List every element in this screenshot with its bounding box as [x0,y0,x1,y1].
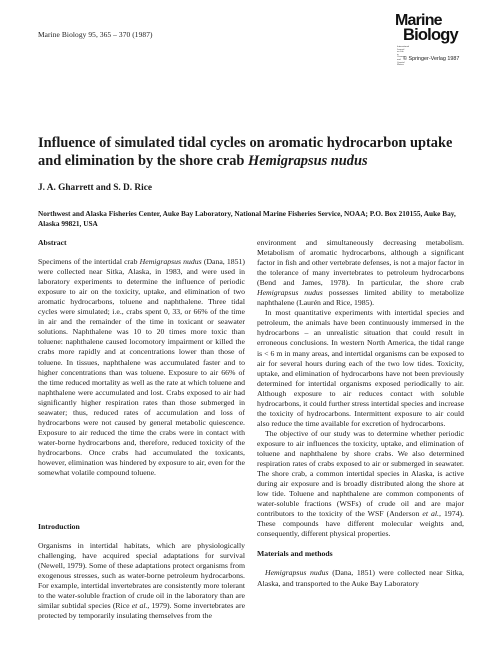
methods-text [257,568,464,588]
right-paragraph-3 [257,429,464,540]
right-p3-etal: et al. [422,509,439,519]
abstract-heading: Abstract [38,238,67,247]
abstract-text [38,257,245,478]
article-title [38,134,468,170]
right-paragraph-1 [257,238,464,308]
introduction-text [38,541,245,621]
right-column [257,238,464,589]
abstract-text-b: (Dana, 1851) were collected near Sitka, Alaska, in 1983, and were used in laboratory experiments to determine the influence of periodic exposure to air on the toxicity, uptake, and elimination of two aromatic hydrocarbons, toluene and naphthalene. Three tidal cycles were simulated; i.e., crabs spent 0, 33, or 66% of the time in air and the remainder of the time in toxicant or seawater solutions. Naphthalene was 10 to 20 times more toxic than toluene: naphthalene caused locomotory impairment or killed the crabs more rapidly and at concentrations lower than those of toluene. In tissues, naphthalene was accumulated faster and to higher concentrations than was toluene. Exposure to air 66% of the time reduced mortality as well as the rate at which toluene and naphthalene were accumulated and lost. Crabs exposed to air had significantly higher respiration rates than those submerged in seawater; thus, reduced rates of accumulation and loss of hydrocarbons were not caused by general metabolic quiescence. Exposure to air reduced the time the crabs were in contact with water-borne hydrocarbons and, therefore, reduced toxicity of the hydrocarbons. Once crabs had accumulated the toxicants, however, elimination was hindered by exposure to air, even for the somewhat volatile compound toluene. [38,257,245,478]
introduction-heading: Introduction [38,522,80,532]
right-p3-b: , 1974). These compounds have different molecular weights and, consequently, different physical properties. [257,509,464,539]
right-p1-species: Hemigrapsus nudus [257,288,323,298]
title-main: Influence of simulated tidal cycles on aromatic hydrocarbon uptake and elimination by the shore crab [38,135,453,169]
title-species: Hemigrapsus nudus [248,153,368,169]
abstract-species: Hemigrapsus nudus [139,257,202,267]
logo-fine-print: International Journal on Life in Oceans and Coastal Waters [397,46,410,67]
introduction-text-b: , 1979). Some invertebrates are protected by temporarily insulating themselves from the [38,601,246,621]
logo-line-1: Marine [395,12,442,29]
introduction-etal: et al. [131,601,148,611]
methods-text-b: (Dana, 1851) were collected near Sitka, Alaska, and transported to the Auke Bay Laboratory [257,568,464,588]
section-spacer [38,478,245,522]
section-spacer [257,539,464,549]
affiliation: Northwest and Alaska Fisheries Center, Auke Bay Laboratory, National Marine Fisheries Service, NOAA; P.O. Box 210155, Auke Bay, Alaska 99821, USA [38,209,456,228]
introduction-text-a: Organisms in intertidal habitats, which are physiologically challenging, have acquired special adaptations for survival (Newell, 1979). Some of these adaptations protect organisms from exogenous stresses, such as water-borne petroleum hydrocarbons. For example, intertidal invertebrates are consistently more tolerant to the water-soluble fraction of crude oil in the laboratory than are similar subtidal species (Rice [38,541,245,611]
right-p3-a: The objective of our study was to determine whether periodic exposure to air influences the toxicity, uptake, and elimination of toluene and naphthalene by shore crabs. We also determined respiration rates of crabs exposed to air or submerged in seawater. The shore crab, a common intertidal species in Alaska, is active during air exposure and is broadly distributed along the shore at low tide. Toluene and naphthalene are common components of water-soluble fractions (WSFs) of crude oil and are major contributors to the toxicity of the WSF (Anderson [257,428,464,519]
right-p1-b: possesses limited ability to metabolize naphthalene (Laurén and Rice, 1985). [257,288,464,308]
left-column [38,238,245,622]
logo-line-2: Biology [403,26,458,44]
right-p1-a: environment and simultaneously decreasing metabolism. Metabolism of aromatic hydrocarbons, although a significant factor in fish and other vertebrate defenses, is not a major factor in the tolerance of many invertebrates to petroleum hydrocarbons (Bend and James, 1978). In particular, the shore crab [257,238,464,288]
methods-species: Hemigrapsus nudus [265,568,329,578]
right-paragraph-2: In most quantitative experiments with intertidal species and petroleum, the animals have been continuously immersed in the hydrocarbons – an unrealistic situation that could result in erroneous conclusions. In western North America, the tidal range is < 6 m in many areas, and intertidal organisms can be exposed to air for several hours during each of the two low tides. Toxicity, uptake, and elimination of hydrocarbons have not been previously determined for intertidal organisms exposed periodically to air. Although exposure to air reduces contact with soluble hydrocarbons, it could further stress intertidal species and increase the toxicity of hydrocarbons. Intermittent exposure to air could also reduce the time available for excretion of hydrocarbons. [257,308,464,428]
publisher-copyright: © Springer-Verlag 1987 [403,56,460,62]
methods-heading: Materials and methods [257,549,333,559]
authors: J. A. Gharrett and S. D. Rice [38,183,152,193]
journal-logo [395,12,467,67]
journal-reference: Marine Biology 95, 365 – 370 (1987) [38,30,153,39]
abstract-text-a: Specimens of the intertidal crab [38,257,140,267]
